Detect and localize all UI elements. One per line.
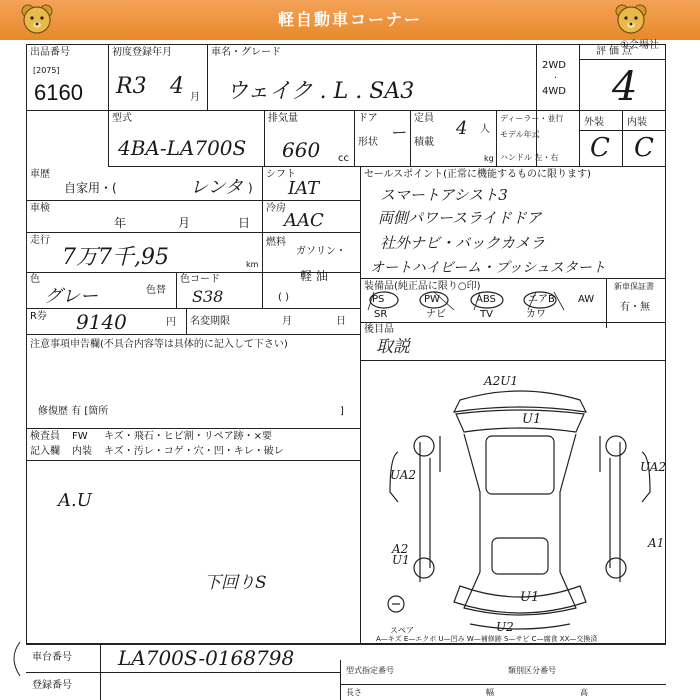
divider [26,200,360,201]
inspection-month: 月 [178,216,191,230]
comment-au: A.U [58,490,92,511]
equipment-circles-icon [364,290,604,326]
first-reg-label: 初度登録年月 [112,47,172,58]
divider [410,110,411,166]
displacement-label: 排気量 [268,113,298,124]
capacity-label: 定員 [414,113,434,124]
first-reg-value: R3 [116,74,147,99]
divider [264,110,265,166]
inspector-int: 内装 [72,446,92,457]
equip-tv: TV [480,309,493,320]
divider [26,672,340,673]
equip-sr: SR [374,309,388,320]
mark-left-front: UA2 [390,468,417,482]
inspector-row2: キズ・汚レ・コゲ・穴・凹・キレ・破レ [104,446,284,457]
shift-value: IAT [288,178,320,199]
warranty-value: 有・無 [620,302,650,313]
warranty-label: 新車保証書 [614,282,654,291]
inspector-row1: キズ・飛石・ヒビ割・リペア跡・×要 [104,431,272,442]
lot-number: 6160 [34,80,83,105]
grade-value: 4 [612,64,638,110]
paint-change-label: 色替 [146,285,166,296]
first-reg-month-unit: 月 [190,92,200,103]
color-label: 色 [30,274,40,285]
inspection-day: 日 [238,216,251,230]
mileage-value: 7万7千,95 [62,245,169,270]
capacity-unit: 人 [480,124,490,135]
fuel-label: 燃料 [266,237,286,248]
color-value: グレー [44,286,98,307]
handle-label: ハンドル 左・右 [500,153,559,162]
color-code-label: 色コード [180,274,220,285]
fuel-other: ( ) [278,292,289,303]
mark-right-front: UA2 [640,460,667,474]
reg-limit-label: 名変期限 [190,316,230,327]
spec-b: 類別区分番号 [508,666,556,675]
interior-grade: C [634,133,654,163]
recycle-label: R券 [30,311,47,322]
venue-mark: ①会場社 [620,40,659,51]
chassis-label: 車台番号 [32,652,72,663]
equip-ps: PS [372,294,385,305]
displacement-value: 660 [282,138,321,162]
rear-items-label: 後目品 [364,324,394,335]
notes-label: 注意事項申告欄(不具合内容等は具体的に記入して下さい) [30,339,288,350]
spare-label: スペア [390,626,414,635]
spec-d: 長さ [346,688,362,697]
ac-label: 冷房 [266,203,286,214]
ac-value: AAC [284,210,324,231]
mark-rear-bumper: U2 [496,620,514,634]
divider [360,278,666,279]
mileage-label: 走行 [30,235,50,246]
reg-limit-day: 日 [336,316,346,327]
divider [606,278,607,328]
inspection-year: 年 [114,216,127,230]
divider [26,232,360,233]
drive-dot: · [554,73,558,84]
reg-number-label: 登録番号 [32,680,72,691]
divider [360,322,666,323]
equip-aw: AW [578,294,595,305]
interior-label: 内装 [627,117,647,128]
divider [26,308,360,309]
drive-4wd: 4WD [542,86,566,97]
defect-legend: A—キズ E—エクボ U—凹み W—補修跡 S—サビ C—腐食 XX—交換済 [376,635,598,643]
divider [354,110,355,166]
divider [100,644,101,700]
equip-leather: カワ [526,309,546,320]
sales-point-line: 社外ナビ・バックカメラ [380,234,546,252]
divider [262,166,263,308]
mark-right-rear: A1 [648,536,665,550]
equip-navi: ナビ [426,309,446,320]
mileage-unit: km [246,260,259,269]
grade-label: 評価点 [596,46,635,57]
sales-point-line: スマートアシスト3 [380,186,508,204]
usage-label: 車歴 [30,169,50,180]
equip-airbag: エアB [528,294,555,305]
divider [340,684,666,685]
divider [360,360,666,361]
equip-pw: PW [424,294,440,305]
bear-logo-icon [614,3,648,37]
divider [26,460,360,461]
divider [108,166,666,167]
drive-2wd: 2WD [542,60,566,71]
divider [26,644,666,645]
divider [186,308,187,334]
scribble-icon [6,640,24,680]
inspection-label: 車検 [30,203,50,214]
divider [340,660,341,700]
load-label: 積載 [414,137,434,148]
door-label: ドア [358,113,378,124]
sales-points-label: セールスポイント(正常に機能するものに限ります) [364,169,591,180]
capacity-value: 4 [456,118,468,139]
rear-items-value: 取説 [376,337,410,357]
comment-underbody: 下回りS [204,573,267,593]
reg-limit-month: 月 [282,316,292,327]
divider [360,428,361,644]
first-reg-month: 4 [170,74,184,99]
type-value: 4BA-LA700S [118,136,247,160]
inspector-label-2: 記入欄 [30,446,60,457]
banner-title: 軽自動車コーナー [277,10,422,29]
recycle-unit: 円 [166,317,176,328]
divider [622,110,623,166]
model-name-label: 車名・グレード [211,47,281,58]
color-code-value: S38 [192,287,224,306]
spec-f: 高 [580,688,588,697]
load-unit: kg [484,154,494,163]
displacement-unit: cc [338,153,349,164]
door-value: ー [390,123,407,142]
mark-rear: U1 [520,590,540,605]
inspector-label: 検査員 [30,431,60,442]
equip-abs: ABS [476,294,496,305]
bear-logo-icon [20,3,54,37]
shift-label: シフト [266,169,296,180]
divider [108,110,109,166]
divider [108,44,109,110]
mark-hood: U1 [522,412,542,427]
divider [26,334,360,335]
exterior-grade: C [590,133,610,163]
usage-handwritten: レンタ [190,177,243,198]
repair-close: ] [340,406,344,417]
exterior-label: 外装 [584,117,604,128]
lot-label: 出品番号 [30,47,70,58]
sales-point-line: 両側パワースライドドア [378,209,542,227]
divider [26,110,666,111]
chassis-value: LA700S-0168798 [118,646,295,670]
divider [579,59,666,60]
repair-history: 修復歴 有 [箇所 [38,406,109,417]
type-label: 型式 [112,113,132,124]
inspector-fw: FW [72,431,88,442]
divider [360,166,361,428]
divider [536,44,537,166]
lot-sub-label: [2075] [33,66,60,75]
mark-left-rear: A2 U1 [392,542,410,567]
sales-point-line: オートハイビーム・プッシュスタート [370,260,606,276]
divider [579,44,580,166]
recycle-value: 9140 [76,310,127,334]
model-name-value: ウェイク . L . SA3 [226,79,415,104]
spec-e: 幅 [486,688,494,697]
fuel-value: 軽 油 [300,269,328,283]
dealer-label: ディーラー・並行 [500,114,564,123]
usage-value: 自家用・( [64,181,117,195]
door-shape-label: 形状 [358,137,378,148]
divider [207,44,208,110]
divider [176,272,177,308]
mark-front: A2U1 [484,374,519,388]
usage-close: ) [248,181,253,195]
divider [26,428,360,429]
divider [496,110,497,166]
model-year-label: モデル年式 [500,130,540,139]
fuel-options: ガソリン・ [296,246,346,257]
spec-a: 型式指定番号 [346,666,394,675]
equipment-label: 装備品(純正品に限り○印) [364,281,481,292]
